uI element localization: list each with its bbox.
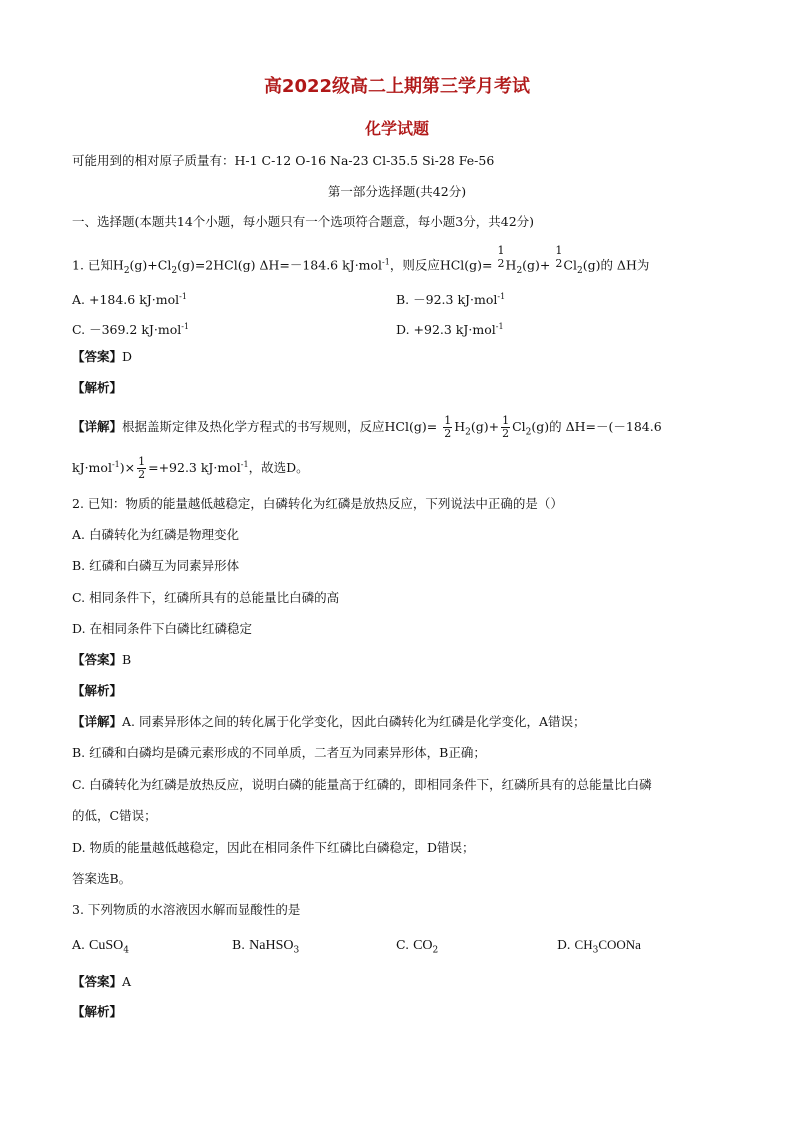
q1-sub: 2 bbox=[465, 427, 471, 438]
q1-stem-b: (g)+Cl bbox=[129, 257, 172, 273]
q1-option-d-text: D. +92.3 kJ·mol bbox=[396, 322, 496, 338]
q1-sup: -1 bbox=[497, 292, 506, 301]
q2-detail-2: B. 红磷和白磷均是磷元素形成的不同单质，二者互为同素异形体，B正确； bbox=[72, 745, 486, 760]
half-fraction bbox=[443, 415, 452, 440]
q1-option-c-text: C. －369.2 kJ·mol bbox=[72, 322, 182, 338]
formula-sub: 2 bbox=[432, 945, 439, 956]
q1-detail-h: =+92.3 kJ·mol bbox=[148, 460, 241, 476]
q1-stem-g: Cl bbox=[563, 257, 577, 273]
frac-den: 2 bbox=[502, 427, 510, 440]
q1-detail-f: kJ·mol bbox=[72, 460, 112, 476]
q2-detail-4: 的低，C错误； bbox=[72, 808, 157, 823]
q1-stem-h: (g)的 ΔH为 bbox=[582, 257, 650, 273]
q1-option-a bbox=[72, 288, 187, 309]
formula-sub: 3 bbox=[592, 945, 599, 956]
answer-value: D bbox=[122, 349, 133, 364]
q1-option-c bbox=[72, 318, 189, 339]
q1-sup: -1 bbox=[179, 292, 187, 301]
q1-sup: -1 bbox=[181, 322, 190, 331]
atomic-mass-line: 可能用到的相对原子质量有：H-1 C-12 O-16 Na-23 Cl-35.5 Si-28 Fe-56 bbox=[72, 153, 495, 168]
q1-detail-g: )× bbox=[119, 460, 136, 476]
frac-num: 1 bbox=[138, 455, 146, 469]
formula: CuSO bbox=[89, 938, 124, 953]
q1-stem-f: (g)+ bbox=[522, 257, 551, 273]
q1-detail-a: 根据盖斯定律及热化学方程式的书写规则，反应HCl(g)= bbox=[122, 419, 438, 434]
q1-detail-i: ，故选D。 bbox=[248, 460, 309, 476]
part-heading: 第一部分选择题(共42分) bbox=[327, 184, 467, 199]
q2-answer bbox=[72, 651, 131, 669]
q2-detail-3: C. 白磷转化为红磷是放热反应，说明白磷的能量高于红磷的，即相同条件下，红磷所具有的总能量比白磷 bbox=[72, 777, 652, 792]
frac-num: 1 bbox=[502, 414, 510, 427]
frac-den: 2 bbox=[555, 257, 563, 270]
formula: CH bbox=[574, 937, 593, 952]
q3-option-b bbox=[232, 936, 299, 960]
half-fraction bbox=[501, 415, 510, 440]
q3-option-d bbox=[557, 936, 641, 960]
q1-option-d bbox=[396, 318, 504, 339]
q1-detail-line1 bbox=[72, 415, 662, 442]
frac-den: 2 bbox=[497, 257, 505, 270]
frac-den: 2 bbox=[138, 468, 146, 482]
q1-sub: 2 bbox=[123, 266, 130, 276]
formula: COONa bbox=[598, 937, 641, 952]
q1-stem-c: (g)=2HCl(g) ΔH=－184.6 kJ·mol bbox=[177, 257, 383, 273]
opt-label: B. bbox=[232, 937, 246, 952]
q1-sub: 2 bbox=[516, 266, 523, 276]
frac-num: 1 bbox=[444, 414, 452, 427]
opt-label: C. bbox=[396, 937, 410, 952]
q1-detail-b: H bbox=[454, 419, 466, 434]
q1-sup: -1 bbox=[382, 257, 390, 267]
q2-option-d: D. 在相同条件下白磷比红磷稳定 bbox=[72, 621, 253, 636]
q1-option-b-text: B. －92.3 kJ·mol bbox=[396, 292, 498, 308]
half-fraction bbox=[137, 456, 146, 481]
q1-detail-e: (g)的 ΔH=－(－184.6 bbox=[531, 419, 662, 434]
q3-option-c bbox=[396, 936, 438, 960]
q1-stem-e: H bbox=[505, 257, 517, 273]
q3-option-a bbox=[72, 936, 129, 960]
q1-detail-c: (g)+ bbox=[470, 419, 500, 434]
q1-option-a-text: A. +184.6 kJ·mol bbox=[72, 292, 180, 308]
formula-sub: 4 bbox=[123, 945, 129, 956]
q1-sub: 2 bbox=[171, 266, 178, 276]
q1-sub: 2 bbox=[525, 427, 532, 438]
formula-sub: 3 bbox=[293, 945, 300, 956]
answer-tag: 【答案】 bbox=[72, 974, 123, 989]
q1-answer bbox=[72, 348, 132, 366]
q1-sup: -1 bbox=[111, 460, 120, 469]
answer-value: A bbox=[122, 974, 132, 989]
frac-num: 1 bbox=[497, 244, 505, 257]
q2-detail-6: 答案选B。 bbox=[72, 871, 132, 886]
half-fraction bbox=[555, 244, 562, 270]
q1-analysis: 【解析】 bbox=[72, 380, 123, 395]
q1-stem bbox=[72, 244, 650, 280]
answer-tag: 【答案】 bbox=[72, 349, 123, 364]
formula: NaHSO bbox=[249, 938, 294, 953]
q2-analysis: 【解析】 bbox=[72, 683, 123, 698]
q1-sub: 2 bbox=[576, 266, 583, 276]
opt-label: A. bbox=[72, 937, 86, 952]
q1-sup: -1 bbox=[495, 322, 504, 331]
q3-answer bbox=[72, 973, 131, 991]
answer-value: B bbox=[122, 652, 132, 667]
detail-tag: 【详解】 bbox=[72, 419, 123, 434]
q2-option-b: B. 红磷和白磷互为同素异形体 bbox=[72, 558, 240, 573]
opt-label: D. bbox=[557, 937, 571, 952]
q2-stem: 2. 已知：物质的能量越低越稳定，白磷转化为红磷是放热反应，下列说法中正确的是（） bbox=[72, 496, 563, 511]
doc-subtitle: 化学试题 bbox=[364, 119, 429, 138]
q1-detail-line2 bbox=[72, 456, 309, 481]
q1-detail-d: Cl bbox=[512, 419, 526, 434]
frac-den: 2 bbox=[444, 427, 452, 440]
doc-title: 高2022级高二上期第三学月考试 bbox=[263, 76, 531, 97]
q2-detail-5: D. 物质的能量越低越稳定，因此在相同条件下红磷比白磷稳定，D错误； bbox=[72, 840, 475, 855]
q2-option-a: A. 白磷转化为红磷是物理变化 bbox=[72, 527, 239, 542]
q1-sup: -1 bbox=[240, 460, 249, 469]
detail-tag: 【详解】 bbox=[72, 714, 123, 729]
q2-detail-1-text: A. 同素异形体之间的转化属于化学变化，因此白磷转化为红磷是化学变化，A错误； bbox=[122, 714, 586, 729]
section-heading: 一、选择题(本题共14个小题，每小题只有一个选项符合题意，每小题3分，共42分) bbox=[72, 214, 535, 229]
half-fraction bbox=[498, 244, 505, 270]
q1-stem-d: ，则反应HCl(g)= bbox=[389, 257, 493, 273]
frac-num: 1 bbox=[555, 244, 563, 257]
answer-tag: 【答案】 bbox=[72, 652, 123, 667]
q1-option-b bbox=[396, 288, 505, 309]
q1-stem-a: 1. 已知H bbox=[72, 257, 124, 273]
q2-detail-1 bbox=[72, 713, 586, 731]
q3-stem: 3. 下列物质的水溶液因水解而显酸性的是 bbox=[72, 902, 301, 917]
q3-analysis: 【解析】 bbox=[72, 1004, 123, 1019]
q2-option-c: C. 相同条件下，红磷所具有的总能量比白磷的高 bbox=[72, 590, 340, 605]
formula: CO bbox=[413, 938, 433, 953]
